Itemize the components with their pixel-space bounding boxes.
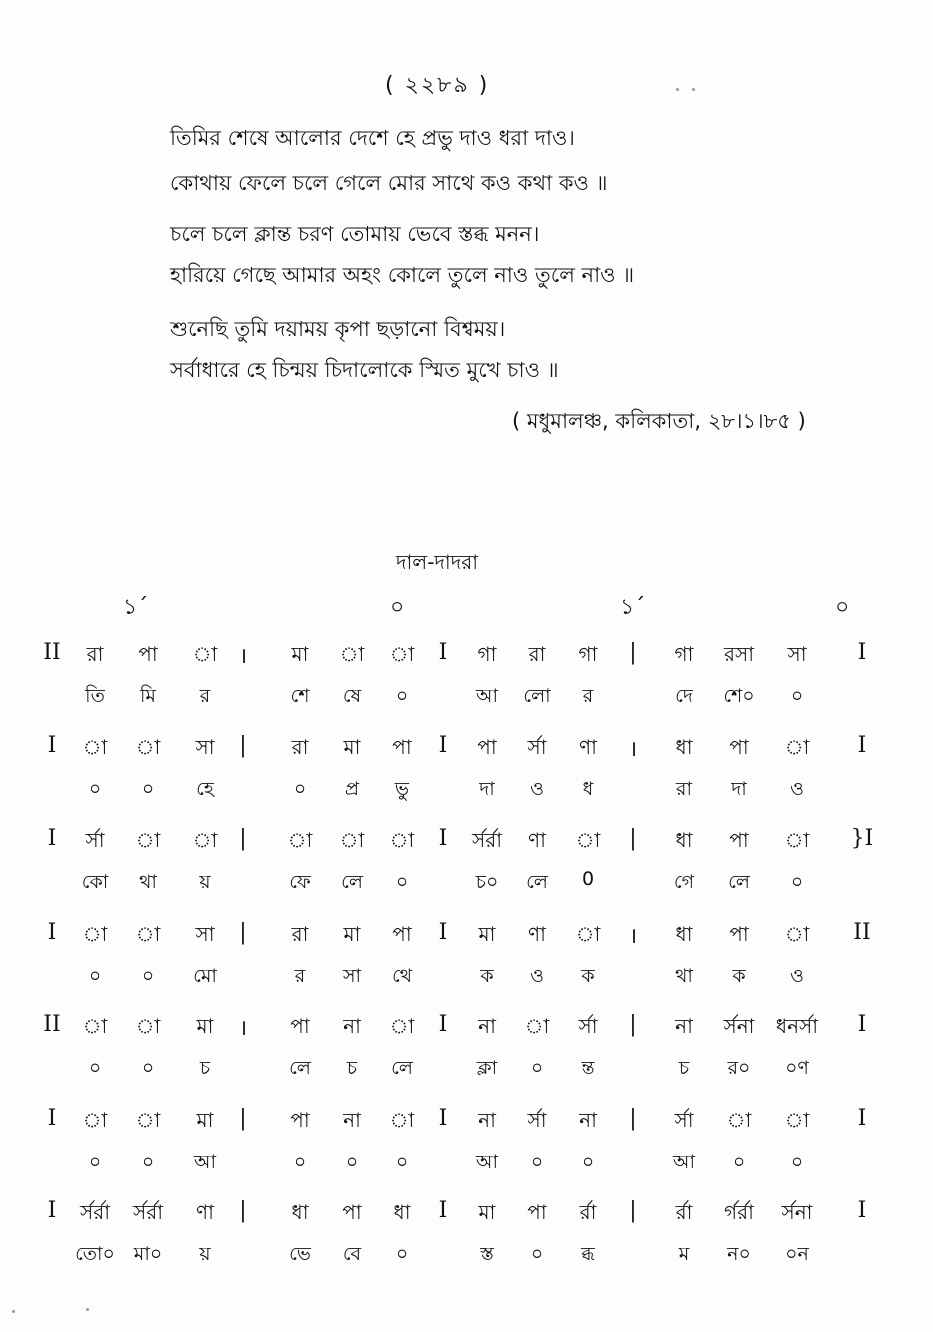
lyric-syllable: আ [475,1151,499,1173]
bar-line: I [47,1198,57,1223]
lyric-syllable: ভে [289,1243,311,1265]
lyric-syllable: ক [732,965,746,987]
bar-line: I [47,826,57,851]
lyric-syllable: তি [85,685,105,707]
lyric-syllable: হে [196,778,214,800]
lyric-syllable: ০ [141,778,155,800]
lyric-syllable: ০ [790,1151,804,1173]
swara-note: রসা [723,642,755,666]
swara-note: া [575,922,601,946]
swara-note: মা [343,735,361,759]
lyric-syllable: মো [193,965,217,987]
notation-row [0,640,933,720]
swara-note: মা [343,922,361,946]
beat-marker: ১´ [620,595,646,620]
swara-note: া [192,828,218,852]
bar-line: I [438,920,448,945]
swara-note: া [135,1108,161,1132]
lyric-syllable: লে [391,1057,413,1079]
swara-note: ণা [196,1200,214,1224]
lyric-syllable: লো [523,685,551,707]
place-date: ( মধুমালঞ্চ, কলিকাতা, ২৮।১।৮৫ ) [512,409,806,433]
lyric-syllable: ০ [141,1151,155,1173]
lyric-syllable: ও [530,965,544,987]
lyric-syllable: রা [676,778,692,800]
swara-note: পা [729,735,749,759]
bar-line: I [857,733,867,758]
swara-note: না [675,1014,693,1038]
lyric-syllable: কো [81,871,109,893]
verse-line: কোথায় ফেলে চলে গেলে মোর সাথে কও কথা কও ॥ [170,171,608,195]
swara-note: া [784,1108,810,1132]
verse-line: চলে চলে ক্লান্ত চরণ তোমায় ভেবে স্তব্ধ মনন। [170,222,540,246]
swara-note: া [389,1014,415,1038]
bar-line: I [438,1198,448,1223]
bar-line: I [857,1012,867,1037]
bar-line: | [239,733,247,758]
bar-line: । [628,924,638,949]
lyric-syllable: মা০ [133,1243,163,1265]
lyric-syllable: ০ [395,685,409,707]
lyric-syllable: ও [790,778,804,800]
swara-note: র্সা [527,735,547,759]
lyric-syllable: ফে [289,871,311,893]
swara-note: রা [528,642,546,666]
swara-note: ধা [393,1200,411,1224]
bar-line: | [629,826,637,851]
swara-note: র্সনা [781,1200,813,1224]
speck [692,88,695,91]
lyric-syllable: ০ন [785,1243,809,1265]
swara-note: না [343,1108,361,1132]
swara-note: পা [138,642,158,666]
lyric-syllable: ও [530,778,544,800]
bar-line: | [239,1106,247,1131]
taal-name: দাল-দাদরা [396,550,479,574]
lyric-syllable: লে [728,871,750,893]
lyric-syllable: য় [199,1243,211,1265]
notation-row [0,920,933,1000]
swara-note: মা [478,1200,496,1224]
swara-note: র্সর্রা [79,1200,111,1224]
swara-note: গা [477,642,497,666]
swara-note: র্গর্রা [724,1200,754,1224]
swara-note: া [287,828,313,852]
lyric-syllable: ভু [394,778,410,800]
swara-note: পা [477,735,497,759]
swara-note: া [726,1108,752,1132]
bar-line: I [47,733,57,758]
bar-line: }I [850,826,874,851]
swara-note: র্সা [578,1014,598,1038]
lyric-syllable: আ [193,1151,217,1173]
lyric-syllable: থা [139,871,157,893]
bar-line: I [438,640,448,665]
bar-line: I [857,640,867,665]
notation-row [0,1106,933,1186]
lyric-syllable: র০ [727,1057,751,1079]
lyric-syllable: দা [731,778,747,800]
swara-note: া [135,828,161,852]
swara-note: া [389,1108,415,1132]
lyric-syllable: সা [342,965,362,987]
lyric-syllable: শে [290,685,310,707]
swara-note: র্সর্রা [132,1200,164,1224]
speck [676,88,679,91]
verse-line: তিমির শেষে আলোর দেশে হে প্রভু দাও ধরা দাও। [170,126,575,150]
swara-note: পা [342,1200,362,1224]
swara-note: ধনর্সা [775,1014,819,1038]
song-number: ( ২২৮৯ ) [385,73,490,98]
lyric-syllable: ০ [88,1057,102,1079]
swara-note: া [82,1014,108,1038]
bar-line: | [239,826,247,851]
bar-line: | [629,1106,637,1131]
swara-note: া [192,642,218,666]
swara-note: া [339,642,365,666]
swara-note: র্রা [675,1200,693,1224]
swara-note: গা [578,642,598,666]
bar-line: | [629,640,637,665]
lyric-syllable: ০ [530,1243,544,1265]
beat-marker: ০ [835,595,850,620]
lyric-syllable: ০ [732,1151,746,1173]
swara-note: র্সা [527,1108,547,1132]
lyric-syllable: ০ [581,1151,595,1173]
lyric-syllable: ০ [141,1057,155,1079]
lyric-syllable: ০ [141,965,155,987]
lyric-syllable: ০ [790,685,804,707]
swara-note: রা [291,922,309,946]
lyric-syllable: প্র [344,778,360,800]
swara-note: া [82,1108,108,1132]
swara-note: ধা [675,922,693,946]
lyric-syllable: লে [526,871,548,893]
beat-marker: ১´ [123,595,149,620]
verse-line: হারিয়ে গেছে আমার অহং কোলে তুলে নাও তুলে নাও ॥ [170,263,635,287]
lyric-syllable: চ [346,1057,358,1079]
swara-note: মা [291,642,309,666]
beat-marker: ০ [390,595,405,620]
bar-line: I [438,1106,448,1131]
swara-note: পা [729,828,749,852]
bar-line: II [853,920,871,945]
lyric-syllable: আ [475,685,499,707]
swara-note: সা [787,642,807,666]
notation-row [0,1198,933,1278]
lyric-syllable: দা [479,778,495,800]
bar-line: । [628,737,638,762]
swara-note: না [478,1014,496,1038]
swara-note: না [478,1108,496,1132]
lyric-syllable: তো০ [75,1243,115,1265]
lyric-syllable: ০ [530,1057,544,1079]
bar-line: । [238,1016,248,1041]
bar-line: I [47,920,57,945]
bar-line: । [238,644,248,669]
swara-note: মা [196,1108,214,1132]
lyric-syllable: ০ [293,778,307,800]
speck [12,1310,15,1313]
swara-note: রা [291,735,309,759]
lyric-syllable: বে [342,1243,362,1265]
bar-line: I [438,733,448,758]
notation-row [0,1012,933,1092]
lyric-syllable: ম [678,1243,690,1265]
swara-note: মা [478,922,496,946]
swara-note: র্সা [674,1108,694,1132]
bar-line: I [857,1198,867,1223]
swara-note: র্সর্রা [471,828,503,852]
swara-note: পা [290,1108,310,1132]
lyric-syllable: ক্লা [476,1057,498,1079]
swara-note: র্সা [85,828,105,852]
lyric-syllable: র [199,685,211,707]
lyric-syllable: ০ [395,871,409,893]
swara-note: না [343,1014,361,1038]
lyric-syllable: ০ [395,1243,409,1265]
lyric-syllable: ন্ত [581,1057,595,1079]
lyric-syllable: দে [675,685,693,707]
swara-note: ধা [291,1200,309,1224]
swara-note: া [135,922,161,946]
lyric-syllable: র [294,965,306,987]
lyric-syllable: ০ [293,1151,307,1173]
lyric-syllable: শে০ [723,685,755,707]
swara-note: া [389,642,415,666]
swara-note: পা [392,922,412,946]
swara-note: া [82,735,108,759]
swara-note: া [575,828,601,852]
lyric-syllable: ক [480,965,494,987]
lyric-syllable: স্ত [480,1243,494,1265]
lyric-syllable: চ [199,1057,211,1079]
swara-note: া [135,735,161,759]
bar-line: II [43,640,61,665]
lyric-syllable: ০ [790,871,804,893]
lyric-syllable: য় [199,871,211,893]
bar-line: I [857,1106,867,1131]
swara-note: ধা [675,735,693,759]
bar-line: I [47,1106,57,1131]
speck [86,1308,89,1311]
lyric-syllable: মি [140,685,156,707]
swara-note: ণা [579,735,597,759]
lyric-syllable: চ [678,1057,690,1079]
lyric-syllable: ০ [88,1151,102,1173]
swara-note: া [82,922,108,946]
lyric-syllable: ০ [88,965,102,987]
lyric-syllable: ন০ [727,1243,751,1265]
swara-note: া [784,922,810,946]
lyric-syllable: ০ [530,1151,544,1173]
lyric-syllable: ধ [582,778,594,800]
bar-line: | [239,920,247,945]
lyric-syllable: ক [581,965,595,987]
verse-line: শুনেছি তুমি দয়াময় কৃপা ছড়ানো বিশ্বময়। [170,317,506,341]
lyric-syllable: থে [391,965,413,987]
swara-note: া [784,828,810,852]
swara-note: ণা [528,828,546,852]
swara-note: রা [86,642,104,666]
lyric-syllable: ব্ধ [581,1243,595,1265]
swara-note: ধা [675,828,693,852]
notation-row [0,826,933,906]
lyric-syllable: ০ণ [785,1057,809,1079]
swara-note: সা [195,735,215,759]
notation-row [0,733,933,813]
bar-line: I [438,1012,448,1037]
lyric-syllable: র [582,685,594,707]
lyric-syllable: চ০ [475,871,499,893]
bar-line: | [629,1012,637,1037]
lyric-syllable: লে [289,1057,311,1079]
bar-line: | [239,1198,247,1223]
lyric-syllable: থা [675,965,693,987]
swara-note: া [339,828,365,852]
swara-note: পা [729,922,749,946]
lyric-syllable: ষে [342,685,362,707]
swara-note: ণা [528,922,546,946]
lyric-syllable: আ [672,1151,696,1173]
lyric-syllable: ০ [345,1151,359,1173]
swara-note: র্রা [579,1200,597,1224]
bar-line: I [438,826,448,851]
swara-note: া [135,1014,161,1038]
swara-note: মা [196,1014,214,1038]
swara-note: া [524,1014,550,1038]
lyric-syllable: গে [673,871,695,893]
bar-line: | [629,1198,637,1223]
swara-note: া [784,735,810,759]
swara-note: পা [392,735,412,759]
lyric-syllable: ০ [88,778,102,800]
lyric-syllable: লে [341,871,363,893]
lyric-syllable: 0 [581,868,595,890]
swara-note: পা [290,1014,310,1038]
swara-note: া [389,828,415,852]
lyric-syllable: ও [790,965,804,987]
swara-note: পা [527,1200,547,1224]
verse-line: সর্বাধারে হে চিন্ময় চিদালোকে স্মিত মুখে চাও ॥ [170,358,559,382]
lyric-syllable: ০ [395,1151,409,1173]
swara-note: সা [195,922,215,946]
swara-note: না [579,1108,597,1132]
swara-note: গা [674,642,694,666]
swara-note: র্সনা [723,1014,755,1038]
bar-line: II [43,1012,61,1037]
